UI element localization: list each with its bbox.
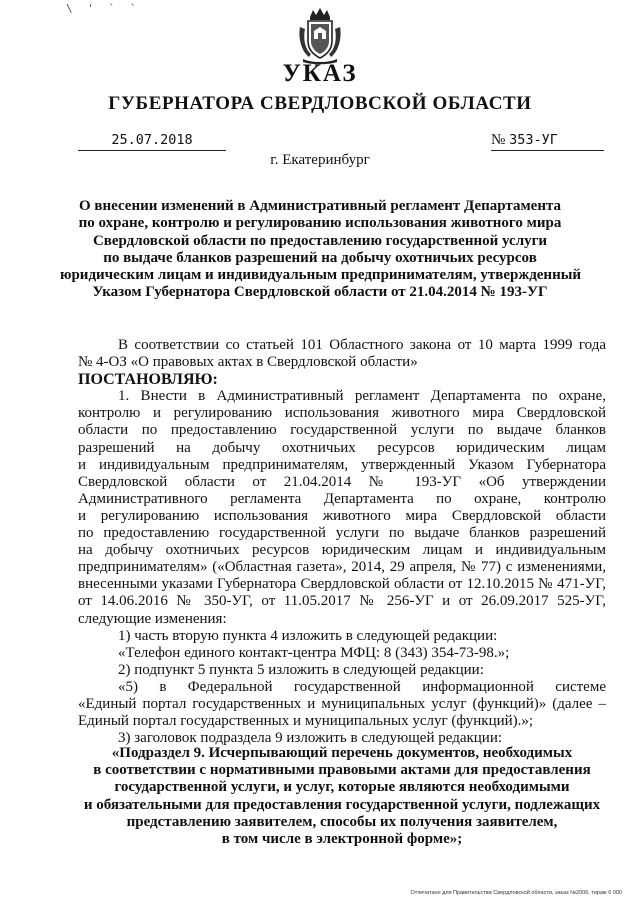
body-line: контролю и регулированию использования животного мира Свердловской — [78, 405, 606, 422]
body-line: «Телефон единого контакт-центра МФЦ: 8 (343) 354-73-98.»; — [118, 644, 510, 661]
subsection-line: представлению заявителем, способы их получения заявителем, — [126, 813, 558, 830]
body-line: «5) в Федеральной государственной информационной системе — [118, 678, 606, 695]
subsection-9-title — [60, 745, 624, 848]
heading-line: по выдаче бланков разрешений на добычу охотничьих ресурсов — [103, 249, 537, 266]
heading-line: О внесении изменений в Административный регламент Департамента — [78, 198, 562, 214]
decree-body — [78, 337, 606, 747]
body-line: области по предоставлению государственной услуги по выдаче бланков — [78, 422, 606, 439]
number-value: 353-УГ — [509, 132, 558, 148]
subsection-line: в соответствии с нормативными правовыми актами для предоставления — [93, 762, 591, 779]
decree-heading — [60, 198, 580, 302]
body-line: на добычу охотничьих ресурсов юридическим лицам и индивидуальным — [78, 542, 606, 559]
document-title: УКАЗ — [282, 60, 358, 87]
body-line: по предоставлению государственной услуги по выдаче бланков разрешений — [78, 525, 606, 542]
heading-line: Указом Губернатора Свердловской области от 21.04.2014 № 193-УГ — [92, 284, 548, 301]
decree-number — [491, 130, 604, 151]
body-line: 2) подпункт 5 пункта 5 изложить в следующей редакции: — [118, 661, 484, 678]
subsection-line: в том числе в электронной форме»; — [221, 831, 463, 848]
heading-line: юридическим лицам и индивидуальным предпринимателям, утвержденный — [60, 267, 582, 284]
body-line: В соответствии со статьей 101 Областного закона от 10 марта 1999 года — [118, 337, 606, 353]
body-line: от 14.06.2016 № 350-УГ, от 11.05.2017 № 256-УГ и от 26.09.2017 525-УГ, — [78, 593, 606, 610]
body-line: 1) часть вторую пункта 4 изложить в следующей редакции: — [118, 627, 498, 644]
body-line: 3) заголовок подраздела 9 изложить в следующей редакции: — [118, 730, 503, 747]
decree-date: 25.07.2018 — [78, 130, 226, 151]
city: г. Екатеринбург — [270, 152, 370, 168]
body-line: Административного регламента Департамента по охране, контролю — [78, 490, 606, 507]
body-line: внесенными указами Губернатора Свердловской области от 12.10.2015 № 471-УГ, — [78, 576, 606, 593]
subsection-line: государственной услуги, и услуг, которые являются необходимыми — [114, 779, 570, 796]
body-line: Единый портал государственных и муниципальных услуг (функций).»; — [78, 713, 534, 730]
body-line: Свердловской области от 21.04.2014 № 193-УГ «Об утверждении — [78, 473, 606, 490]
body-line: ПОСТАНОВЛЯЮ: — [78, 371, 218, 389]
body-line: № 4-ОЗ «О правовых актах в Свердловской области» — [78, 354, 418, 371]
print-footnote: Отпечатано для Правительства Свердловской области, заказ №2006, тираж 6 000 — [410, 890, 622, 896]
body-line: предпринимателям» («Областная газета», 2014, 29 апреля, № 77) с изменениями, — [78, 559, 606, 576]
number-prefix: № — [491, 132, 506, 148]
heading-line: по охране, контролю и регулированию использования животного мира — [78, 215, 562, 232]
body-line: 1. Внести в Административный регламент Департамента по охране, — [118, 388, 606, 405]
scan-marks: \ ' ` ` — [66, 2, 141, 15]
issuer-title: ГУБЕРНАТОРА СВЕРДЛОВСКОЙ ОБЛАСТИ — [108, 93, 532, 114]
coat-of-arms-icon — [297, 7, 343, 65]
body-line: следующие изменения: — [78, 610, 227, 627]
body-line: и индивидуальным предпринимателям, утвержденный Указом Губернатора — [78, 456, 606, 473]
body-line: разрешений на добычу охотничьих ресурсов юридическим лицам — [78, 439, 606, 456]
body-line: и регулированию использования животного мира Свердловской области — [78, 507, 606, 524]
subsection-line: «Подраздел 9. Исчерпывающий перечень документов, необходимых — [111, 745, 573, 761]
body-line: «Единый портал государственных и муниципальных услуг (функций)» (далее – — [78, 695, 606, 712]
subsection-line: и обязательными для предоставления государственной услуги, подлежащих — [83, 796, 601, 813]
heading-line: Свердловской области по предоставлению государственной услуги — [92, 232, 548, 249]
